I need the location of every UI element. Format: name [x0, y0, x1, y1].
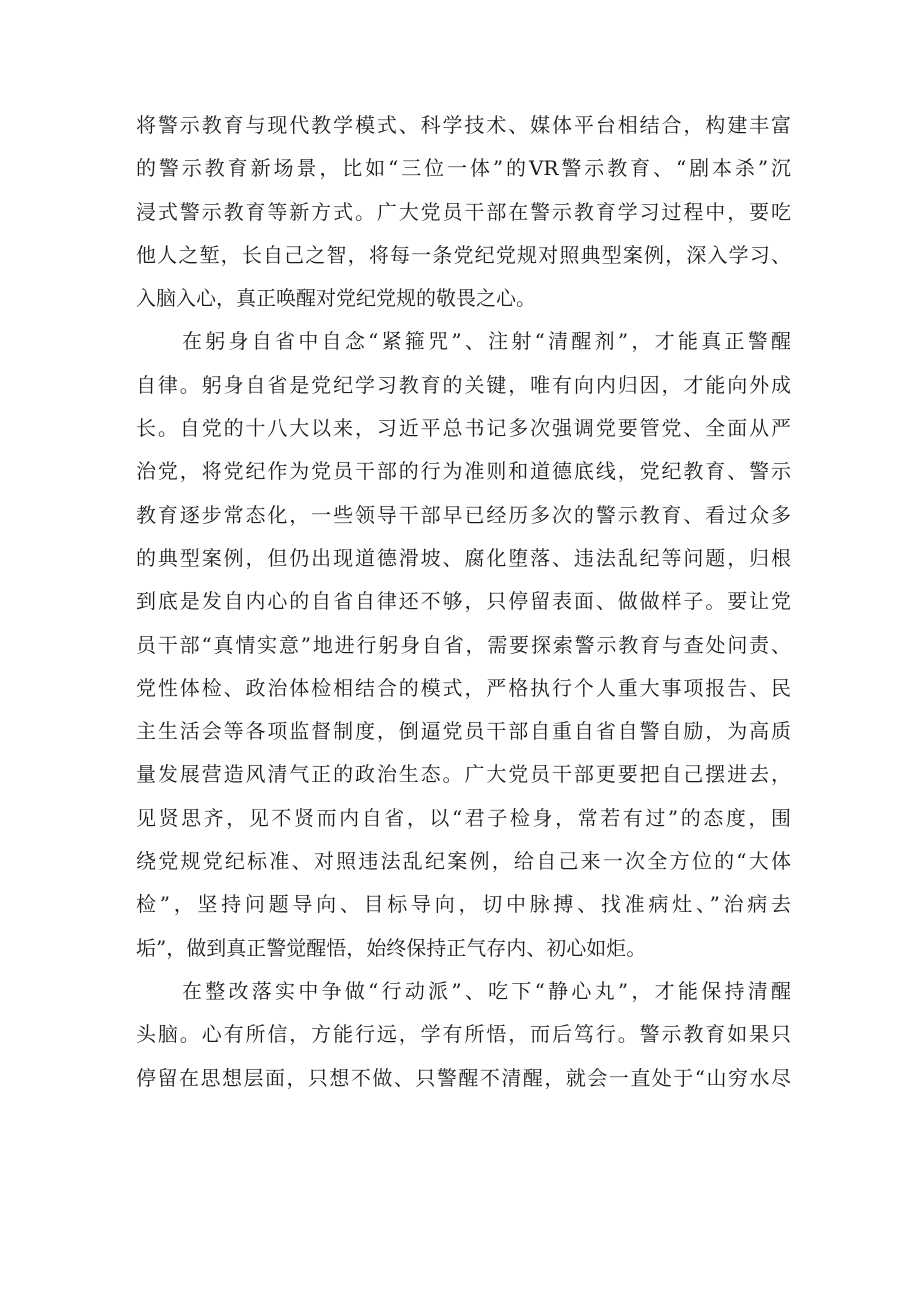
text-line: 员干部“真情实意”地进行躬身自省，需要探索警示教育与查处问责、: [136, 632, 791, 657]
text-line: 在整改落实中争做“行动派”、吃下“静心丸”，才能保持清醒: [182, 978, 791, 1003]
text-line: 量发展营造风清气正的政治生态。广大党员干部更要把自己摆进去，: [136, 762, 791, 787]
text-line: 头脑。心有所信，方能行远，学有所悟，而后笃行。警示教育如果只: [136, 1022, 791, 1047]
text-line: 将警示教育与现代教学模式、科学技术、媒体平台相结合，构建丰富: [136, 113, 791, 137]
text-line: 自律。躬身自省是党纪学习教育的关键，唯有向内归因，才能向外成: [136, 372, 791, 397]
text-line: 治党，将党纪作为党员干部的行为准则和道德底线，党纪教育、警示: [136, 459, 791, 484]
text-line: 浸式警示教育等新方式。广大党员干部在警示教育学习过程中，要吃: [136, 199, 791, 224]
text-line: 长。自党的十八大以来，习近平总书记多次强调党要管党、全面从严: [136, 416, 791, 441]
text-line: 在躬身自省中自念“紧箍咒”、注射“清醒剂”，才能真正警醒: [182, 329, 791, 354]
text-line: 垢”，做到真正警觉醒悟，始终保持正气存内、初心如炬。: [136, 935, 647, 960]
text-line: 党性体检、政治体检相结合的模式，严格执行个人重大事项报告、民: [136, 675, 791, 700]
text-line: 见贤思齐，见不贤而内自省，以“君子检身，常若有过”的态度，围: [136, 805, 791, 830]
text-line: 教育逐步常态化，一些领导干部早已经历多次的警示教育、看过众多: [136, 502, 791, 527]
text-line: 主生活会等各项监督制度，倒逼党员干部自重自省自警自励，为高质: [136, 719, 791, 744]
text-line: 停留在思想层面，只想不做、只警醒不清醒，就会一直处于“山穷水尽: [136, 1065, 791, 1090]
body-text: [136, 104, 791, 1100]
text-line: 的典型案例，但仍出现道德滑坡、腐化堕落、违法乱纪等问题，归根: [136, 545, 791, 570]
text-line: 检”，坚持问题导向、目标导向，切中脉搏、找准病灶、”治病去: [136, 892, 791, 917]
text-line: 的警示教育新场景，比如“三位一体”的VR警示教育、“剧本杀”沉: [136, 156, 791, 181]
text-line: 绕党规党纪标准、对照违法乱纪案例，给自己来一次全方位的“大体: [136, 849, 791, 874]
text-line: 他人之堑，长自己之智，将每一条党纪党规对照典型案例，深入学习、: [136, 242, 791, 267]
text-line: 入脑入心，真正唤醒对党纪党规的敬畏之心。: [136, 286, 536, 311]
text-line: 到底是发自内心的自省自律还不够，只停留表面、做做样子。要让党: [136, 589, 791, 614]
